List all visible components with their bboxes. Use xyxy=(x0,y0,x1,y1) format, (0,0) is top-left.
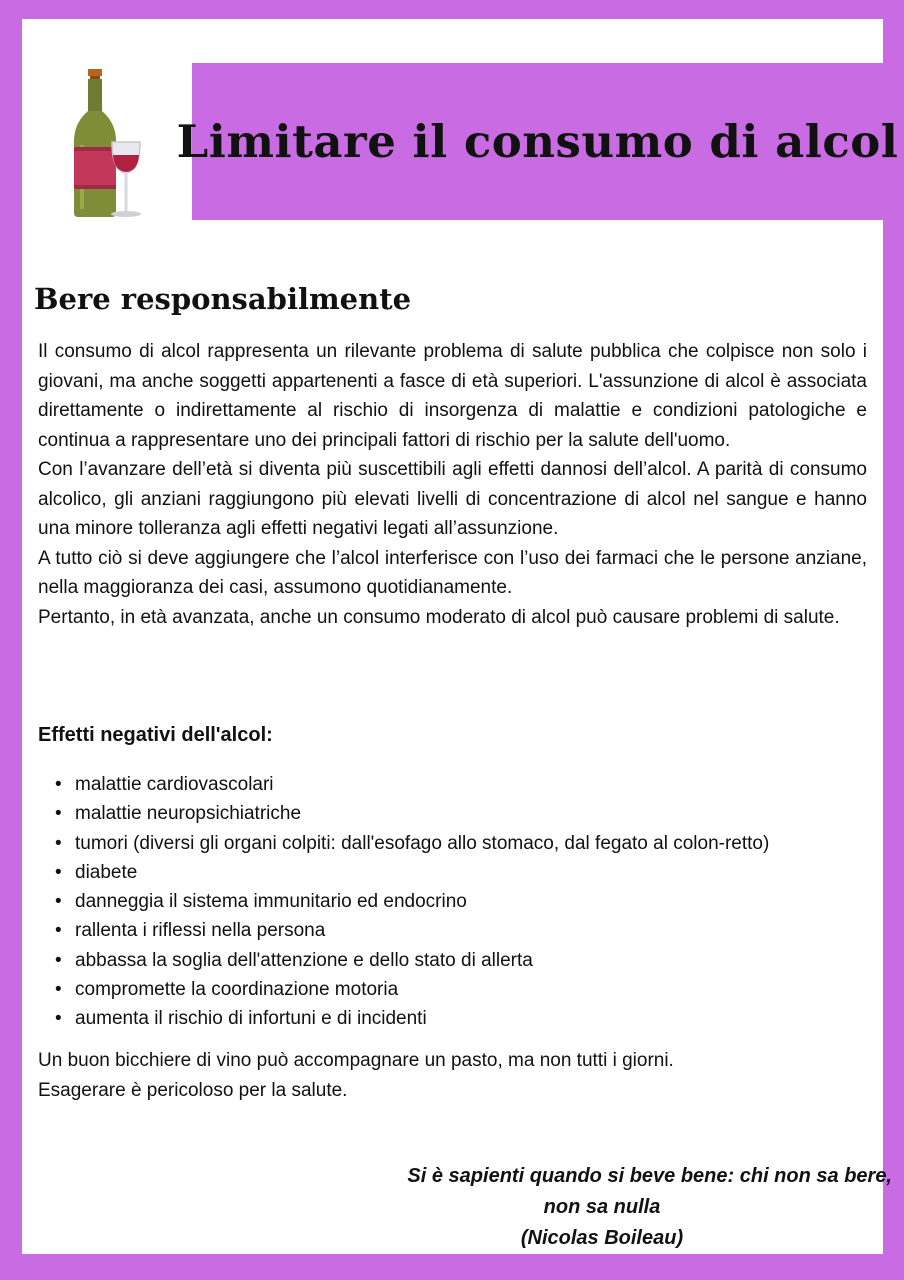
effects-heading: Effetti negativi dell'alcol: xyxy=(38,724,273,746)
effects-list xyxy=(38,770,867,1034)
section-title: Bere responsabilmente xyxy=(34,282,412,316)
wine-bottle-and-glass-icon xyxy=(70,67,150,219)
list-item: • malattie neuropsichiatriche xyxy=(38,799,867,828)
list-item: • abbassa la soglia dell'attenzione e dello stato di allerta xyxy=(38,946,867,975)
page-title: Limitare il consumo di alcol xyxy=(176,115,899,168)
intro-paragraph: Pertanto, in età avanzata, anche un consumo moderato di alcol può causare problemi di salute. xyxy=(38,606,840,628)
list-item: • diabete xyxy=(38,858,867,887)
list-item: • compromette la coordinazione motoria xyxy=(38,975,867,1004)
quote-line: non sa nulla xyxy=(543,1196,661,1218)
list-item: • aumenta il rischio di infortuni e di incidenti xyxy=(38,1004,867,1033)
intro-text xyxy=(38,337,867,632)
list-item: • tumori (diversi gli organi colpiti: dall'esofago allo stomaco, dal fegato al colon-retto) xyxy=(38,829,867,858)
list-item: • rallenta i riflessi nella persona xyxy=(38,916,867,945)
intro-paragraph: Con l’avanzare dell’età si diventa più suscettibili agli effetti dannosi dell’alcol. A parità di consumo alcolico, gli anziani raggiungono più elevati livelli di concentrazione di alcol nel sangue e hanno una minore tolleranza agli effetti negativi legati all’assunzione. xyxy=(38,459,867,539)
quote-block xyxy=(312,1161,892,1254)
intro-paragraph: Il consumo di alcol rappresenta un rilevante problema di salute pubblica che colpisce non solo i giovani, ma anche soggetti appartenenti a fasce di età superiori. L'assunzione di alcol è associata direttamente o indirettamente al rischio di insorgenza di malattie e condizioni patologiche e continua a rappresentare uno dei principali fattori di rischio per la salute dell'uomo. xyxy=(38,341,867,451)
list-item: • danneggia il sistema immunitario ed endocrino xyxy=(38,887,867,916)
intro-paragraph: A tutto ciò si deve aggiungere che l’alcol interferisce con l’uso dei farmaci che le persone anziane, nella maggioranza dei casi, assumono quotidianamente. xyxy=(38,547,867,598)
closing-line: Esagerare è pericoloso per la salute. xyxy=(38,1080,348,1101)
quote-author: (Nicolas Boileau) xyxy=(520,1227,684,1249)
closing-line: Un buon bicchiere di vino può accompagnare un pasto, ma non tutti i giorni. xyxy=(38,1050,674,1071)
poster-page xyxy=(22,19,899,1254)
list-item: • malattie cardiovascolari xyxy=(38,770,867,799)
closing-text xyxy=(38,1046,867,1106)
quote-line: Si è sapienti quando si beve bene: chi non sa bere, xyxy=(407,1165,892,1187)
header-band xyxy=(176,63,899,220)
